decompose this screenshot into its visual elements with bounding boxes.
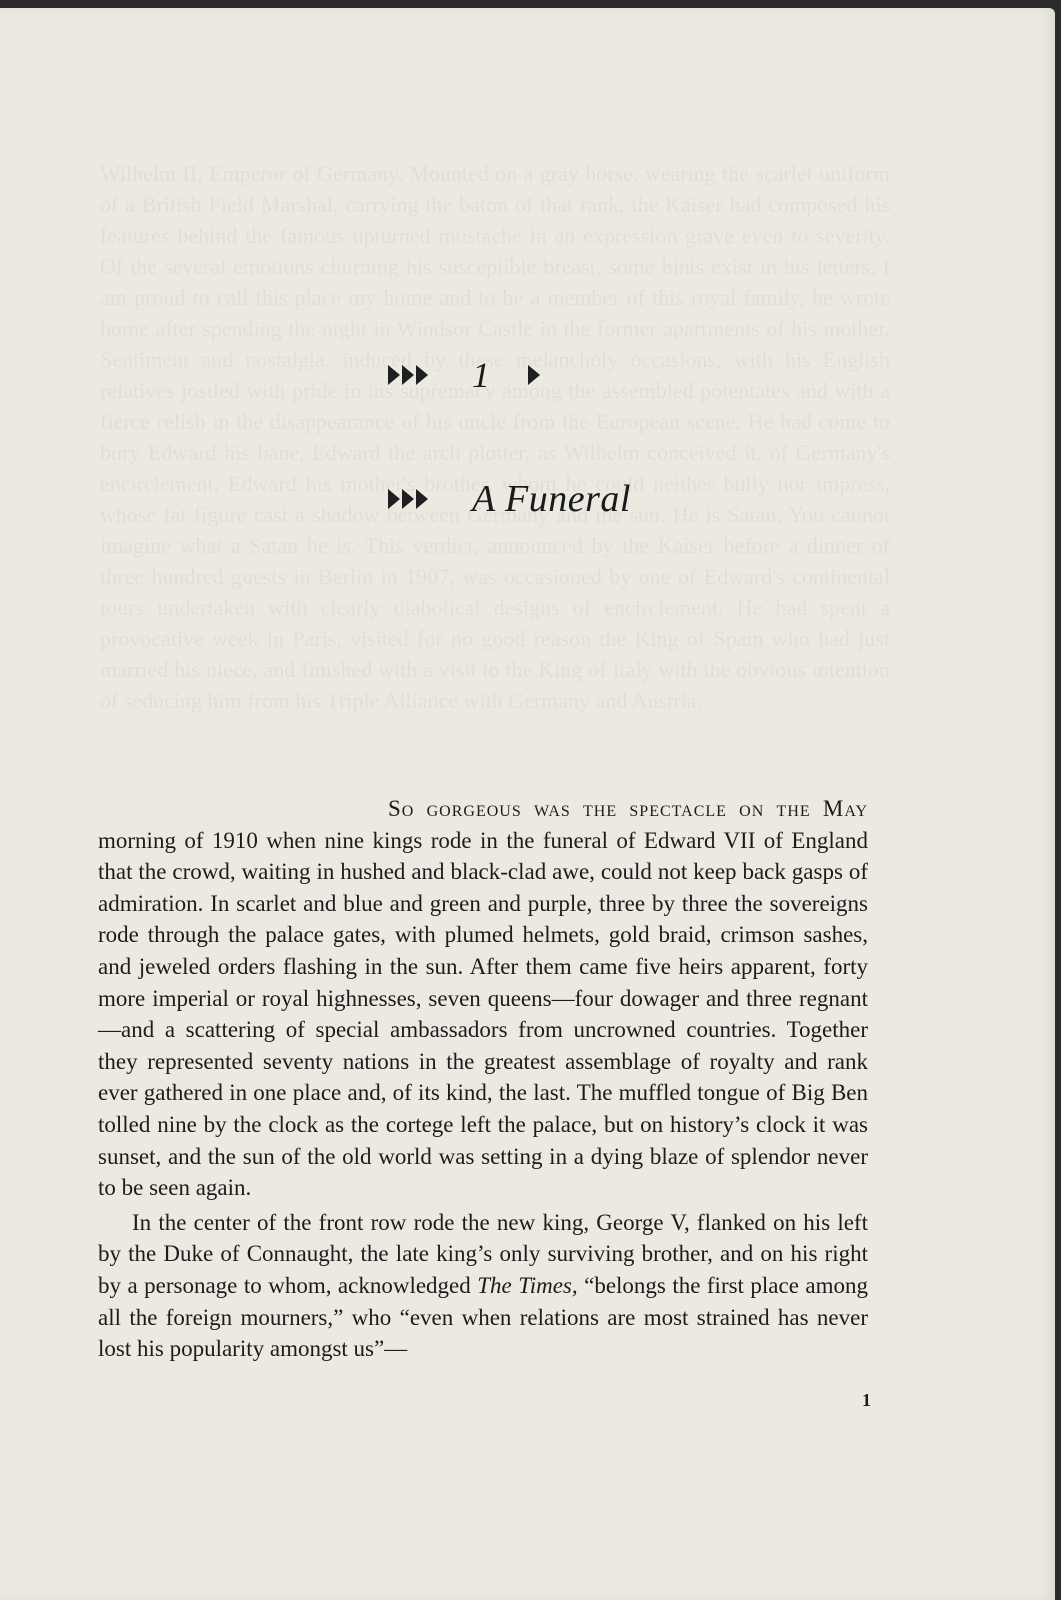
triple-arrow-ornament [388, 489, 428, 509]
arrow-ornament-icon [402, 365, 414, 385]
second-paragraph-text: In the center of the front row rode the new king, George V, flanked on his left by the Duke of Connaught, the late king’s only surviving brother, and on his right by a personage to whom, acknowledged [98, 1209, 868, 1298]
bleed-through-text [100, 158, 890, 716]
arrow-ornament-icon [388, 489, 400, 509]
arrow-ornament-icon [388, 365, 400, 385]
second-paragraph-continuation: “belongs the first place among all the foreign mourners,” who “even when relations are most strained has never lost his popularity amongst us”— [98, 1272, 868, 1362]
arrow-ornament-icon [402, 489, 414, 509]
opening-paragraph-text: morning of 1910 when nine kings rode in the funeral of Edward VII of England that the crowd, waiting in hushed and black-clad awe, could not keep back gasps of admiration. In scarlet and blue and green and purple, three by three the sovereigns rode through the palace gates, with plumed helmets, gold braid, crimson sashes, and jeweled orders flashing in the sun. After them came five heirs apparent, forty more imperial or royal highnesses, seven queens—four dowager and three regnant—and a scattering of special ambassadors from uncrowned countries. Together they represented seventy nations in the greatest assemblage of royalty and rank ever gathered in one place and, of its kind, the last. The muffled tongue of Big Ben tolled nine by the clock as the cortege left the palace, but on history’s clock it was sunset, and the sun of the old world was setting in a dying blaze of splendor never to be seen again. [98, 827, 868, 1201]
arrow-ornament-icon [416, 365, 428, 385]
page-number: 1 [862, 1390, 871, 1410]
small-caps-lead-in: So gorgeous was the spectacle on the May [388, 796, 868, 821]
second-paragraph [98, 1207, 868, 1365]
book-page [0, 8, 1055, 1600]
triple-arrow-ornament [388, 365, 428, 385]
arrow-ornament-icon [416, 489, 428, 509]
newspaper-title: The Times, [477, 1272, 578, 1298]
chapter-title-heading [388, 478, 631, 520]
opening-paragraph [98, 793, 868, 1204]
arrow-ornament-icon [528, 365, 540, 385]
chapter-number-heading [388, 355, 540, 395]
body-text [98, 793, 868, 1365]
chapter-number: 1 [472, 355, 490, 395]
chapter-title: A Funeral [472, 478, 631, 520]
